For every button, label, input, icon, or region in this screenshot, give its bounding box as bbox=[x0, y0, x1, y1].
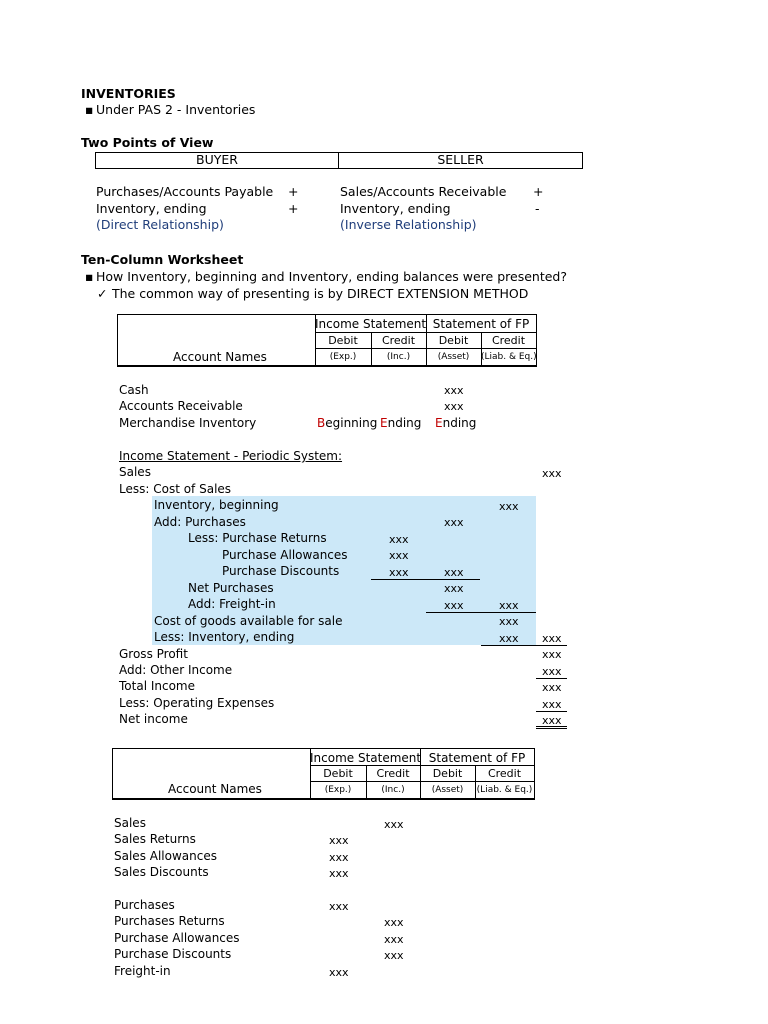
is-other-income-value: xxx bbox=[542, 665, 562, 678]
is-less-inv-end-label: Less: Inventory, ending bbox=[154, 630, 295, 644]
liab-subheader: (Liab. & Eq.) bbox=[476, 785, 533, 795]
is-pr-value: xxx bbox=[389, 533, 409, 546]
inc-subheader: (Inc.) bbox=[381, 785, 405, 795]
merch-ending-is: Ending bbox=[380, 416, 422, 430]
fp-credit-header: Credit bbox=[491, 334, 526, 347]
t2-sales-discounts-label: Sales Discounts bbox=[114, 865, 209, 879]
inc-subheader: (Inc.) bbox=[386, 352, 411, 362]
is-add-purchases-label: Add: Purchases bbox=[154, 515, 246, 529]
ar-asset-value: xxx bbox=[444, 400, 464, 413]
t2-purchase-allowances-value: xxx bbox=[384, 933, 404, 946]
t2-sales-discounts-value: xxx bbox=[329, 867, 349, 880]
buyer-line-2: Inventory, ending bbox=[96, 201, 207, 216]
asset-subheader: (Asset) bbox=[431, 785, 464, 795]
is-net-purchases-value: xxx bbox=[444, 582, 464, 595]
is-inv-beg-label: Inventory, beginning bbox=[154, 498, 279, 512]
is-pa-value: xxx bbox=[389, 549, 409, 562]
is-total-income-value: xxx bbox=[542, 681, 562, 694]
is-periodic-title: Income Statement - Periodic System: bbox=[119, 449, 343, 463]
is-gross-profit-label: Gross Profit bbox=[119, 647, 188, 661]
fp-credit-header: Credit bbox=[487, 767, 522, 780]
is-net-income-label: Net income bbox=[119, 712, 188, 726]
is-freight-value: xxx bbox=[444, 599, 464, 612]
underline bbox=[536, 645, 567, 646]
buyer-note: (Direct Relationship) bbox=[96, 217, 224, 232]
income-statement-header: Income Statement bbox=[310, 751, 422, 765]
underline bbox=[536, 711, 567, 712]
is-inv-beg-value: xxx bbox=[499, 500, 519, 513]
is-debit-header: Debit bbox=[323, 767, 353, 780]
is-total-reductions-value: xxx bbox=[444, 566, 464, 579]
t2-freight-in-label: Freight-in bbox=[114, 964, 171, 978]
is-pd-value: xxx bbox=[389, 566, 409, 579]
is-less-cos-label: Less: Cost of Sales bbox=[119, 482, 232, 496]
t2-purchases-returns-value: xxx bbox=[384, 916, 404, 929]
is-credit-header: Credit bbox=[376, 767, 410, 780]
t2-sales-value: xxx bbox=[384, 818, 404, 831]
bullet-icon: ▪ bbox=[85, 102, 94, 117]
cash-asset-value: xxx bbox=[444, 384, 464, 397]
t2-sales-label: Sales bbox=[114, 816, 146, 830]
is-credit-header: Credit bbox=[381, 334, 416, 347]
seller-line-1: Sales/Accounts Receivable bbox=[340, 184, 507, 199]
statement-fp-header: Statement of FP bbox=[432, 317, 530, 331]
is-net-purchases-label: Net Purchases bbox=[188, 581, 274, 595]
t2-freight-in-value: xxx bbox=[329, 966, 349, 979]
is-gross-profit-value: xxx bbox=[542, 648, 562, 661]
t2-sales-returns-value: xxx bbox=[329, 834, 349, 847]
is-sales-value: xxx bbox=[542, 467, 562, 480]
t2-purchases-label: Purchases bbox=[114, 898, 175, 912]
two-points-heading: Two Points of View bbox=[81, 135, 214, 150]
merch-beginning: Beginning bbox=[317, 416, 378, 430]
merch-ending-fp: Ending bbox=[435, 416, 477, 430]
underline bbox=[536, 678, 567, 679]
exp-subheader: (Exp.) bbox=[324, 785, 352, 795]
is-cogas-value: xxx bbox=[499, 615, 519, 628]
is-total-income-label: Total Income bbox=[119, 679, 195, 693]
seller-note: (Inverse Relationship) bbox=[340, 217, 477, 232]
buyer-line-1-sign: + bbox=[288, 184, 299, 199]
is-inv-end-value: xxx bbox=[499, 632, 519, 645]
is-opex-value: xxx bbox=[542, 698, 562, 711]
seller-line-2-sign: - bbox=[535, 201, 540, 216]
account-names-header: Account Names bbox=[173, 350, 267, 364]
page-title: INVENTORIES bbox=[81, 86, 176, 101]
account-names-header: Account Names bbox=[168, 782, 262, 796]
worksheet-heading: Ten-Column Worksheet bbox=[81, 252, 244, 267]
is-net-cost-purchases-value: xxx bbox=[499, 599, 519, 612]
buyer-label: BUYER bbox=[196, 152, 238, 167]
underline bbox=[426, 612, 536, 613]
exp-subheader: (Exp.) bbox=[329, 352, 357, 362]
seller-label: SELLER bbox=[437, 152, 484, 167]
t2-purchases-value: xxx bbox=[329, 900, 349, 913]
t2-purchase-discounts-label: Purchase Discounts bbox=[114, 947, 232, 961]
double-underline bbox=[536, 726, 567, 727]
buyer-line-1: Purchases/Accounts Payable bbox=[96, 184, 274, 199]
t2-sales-returns-label: Sales Returns bbox=[114, 832, 196, 846]
liab-subheader: (Liab. & Eq.) bbox=[481, 352, 537, 362]
worksheet-check-text: The common way of presenting is by DIRECT EXTENSION METHOD bbox=[112, 286, 529, 301]
cash-label: Cash bbox=[119, 383, 149, 397]
seller-line-2: Inventory, ending bbox=[340, 201, 451, 216]
is-cost-of-sales-value: xxx bbox=[542, 632, 562, 645]
buyer-line-2-sign: + bbox=[288, 201, 299, 216]
t2-purchase-allowances-label: Purchase Allowances bbox=[114, 931, 240, 945]
is-cogas-label: Cost of goods available for sale bbox=[154, 614, 343, 628]
checkmark-icon: ✓ bbox=[97, 286, 108, 301]
statement-fp-header: Statement of FP bbox=[428, 751, 526, 765]
is-sales-label: Sales bbox=[119, 465, 151, 479]
worksheet-bullet-text: How Inventory, beginning and Inventory, ending balances were presented? bbox=[96, 269, 567, 284]
is-purchases-value: xxx bbox=[444, 516, 464, 529]
underline bbox=[371, 579, 480, 580]
is-less-pr-label: Less: Purchase Returns bbox=[188, 531, 327, 545]
t2-sales-allowances-value: xxx bbox=[329, 851, 349, 864]
is-debit-header: Debit bbox=[328, 334, 358, 347]
t2-purchases-returns-label: Purchases Returns bbox=[114, 914, 225, 928]
underline bbox=[481, 645, 536, 646]
t2-sales-allowances-label: Sales Allowances bbox=[114, 849, 217, 863]
pas-bullet-text: Under PAS 2 - Inventories bbox=[96, 102, 256, 117]
bullet-icon: ▪ bbox=[85, 269, 94, 284]
fp-debit-header: Debit bbox=[432, 767, 463, 780]
is-less-opex-label: Less: Operating Expenses bbox=[119, 696, 275, 710]
is-pd-label: Purchase Discounts bbox=[222, 564, 340, 578]
is-add-freight-label: Add: Freight-in bbox=[188, 597, 276, 611]
ar-label: Accounts Receivable bbox=[119, 399, 243, 413]
income-statement-header: Income Statement bbox=[315, 317, 427, 331]
is-pa-label: Purchase Allowances bbox=[222, 548, 348, 562]
fp-debit-header: Debit bbox=[438, 334, 469, 347]
merch-inventory-label: Merchandise Inventory bbox=[119, 416, 257, 430]
is-net-income-value: xxx bbox=[542, 714, 562, 727]
t2-purchase-discounts-value: xxx bbox=[384, 949, 404, 962]
seller-line-1-sign: + bbox=[533, 184, 544, 199]
asset-subheader: (Asset) bbox=[437, 352, 470, 362]
double-underline bbox=[536, 728, 567, 729]
is-add-other-label: Add: Other Income bbox=[119, 663, 233, 677]
